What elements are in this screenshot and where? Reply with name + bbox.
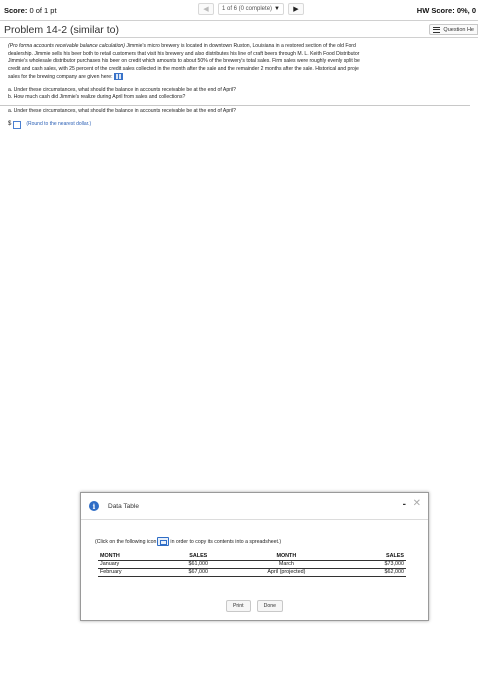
done-button[interactable]: Done (257, 600, 283, 612)
copy-to-spreadsheet-icon[interactable] (157, 537, 169, 546)
table-cell: April (projected) (230, 569, 343, 577)
data-table-dialog (80, 492, 429, 621)
question-a: a. Under these circumstances, what should the balance in accounts receivable be at the end of April? (8, 86, 236, 93)
problem-text-line-1: (Pro forma accounts receivable balance calculation) Jimmie's micro brewery is located in downtown Ruston, Louisiana in a restored section of the old Ford (8, 43, 356, 49)
table-row (98, 569, 406, 577)
data-table (98, 553, 406, 577)
question-selector[interactable] (218, 3, 284, 15)
menu-icon (433, 27, 440, 33)
next-question-button[interactable] (288, 3, 304, 15)
dollar-sign: $ (8, 120, 12, 127)
hw-score-label: HW Score: (416, 6, 455, 15)
chevron-right-icon: ▶ (293, 6, 299, 13)
pager-status-text: 1 of 6 (0 complete) (222, 6, 273, 12)
problem-title: Problem 14-2 (similar to) (4, 24, 119, 36)
problem-text-line-4: credit and cash sales, with 25 percent of the credit sales collected in the month after the sale and the remainder 2 months after the sale. Historical and proje (8, 65, 359, 72)
question-help-label: Question He (443, 26, 474, 33)
problem-content (8, 43, 478, 129)
question-pager (198, 3, 304, 15)
problem-title-bar (0, 20, 478, 38)
caret-down-icon: ▼ (274, 6, 280, 12)
problem-text-line-3: Jimmie's wholesale distributor purchases his beer on credit which amounts to about 50% of the brewery's total sales. Firm sales were roughly evenly split be (8, 58, 360, 65)
problem-text-line-2: dealership. Jimmie sells his beer both to retail customers that visit his brewery and also distributes his line of craft beers through M. L. Keith Food Distributor (8, 50, 360, 57)
close-icon[interactable]: ✕ (412, 498, 421, 509)
hw-score-value: 0%, 0 (456, 6, 476, 15)
table-cell: January (98, 561, 167, 569)
score-value: 0 of 1 pt (29, 6, 57, 15)
table-cell: $73,000 (343, 561, 406, 569)
round-note: (Round to the nearest dollar.) (26, 120, 92, 127)
problem-lead: (Pro forma accounts receivable balance calculation) (8, 43, 125, 49)
chevron-left-icon: ◀ (203, 6, 209, 13)
print-button[interactable]: Print (226, 600, 251, 612)
top-bar (0, 0, 478, 20)
table-cell: $67,000 (167, 569, 230, 577)
column-header: SALES (167, 553, 230, 561)
table-cell: $61,000 (167, 561, 230, 569)
table-cell: March (230, 561, 343, 569)
dialog-header (81, 493, 428, 520)
answer-input[interactable] (13, 121, 21, 129)
score-label: Score: (4, 6, 28, 15)
table-row (98, 561, 406, 569)
column-header: MONTH (98, 553, 167, 561)
column-header: MONTH (230, 553, 343, 561)
score (4, 6, 57, 15)
answer-row (8, 121, 478, 129)
question-help-button[interactable] (429, 24, 478, 35)
table-cell: February (98, 569, 167, 577)
questions (8, 87, 478, 102)
dialog-buttons (81, 600, 428, 612)
hw-score (417, 6, 476, 15)
column-header: SALES (343, 553, 406, 561)
minimize-button[interactable]: - (402, 499, 406, 510)
current-question: a. Under these circumstances, what should the balance in accounts receivable be at the end of April? (8, 108, 236, 114)
copy-instructions: (Click on the following icon in order to copy its contents into a spreadsheet.) (95, 538, 282, 545)
info-icon: i (89, 501, 99, 511)
divider (0, 105, 470, 106)
problem-text-line-5: sales for the brewing company are given here: (8, 73, 478, 81)
data-table-icon[interactable] (114, 73, 123, 80)
table-cell: $62,000 (343, 569, 406, 577)
question-b: b. How much cash did Jimmie's realize during April from sales and collections? (8, 94, 186, 101)
previous-question-button[interactable] (198, 3, 214, 15)
dialog-title: Data Table (108, 503, 139, 510)
